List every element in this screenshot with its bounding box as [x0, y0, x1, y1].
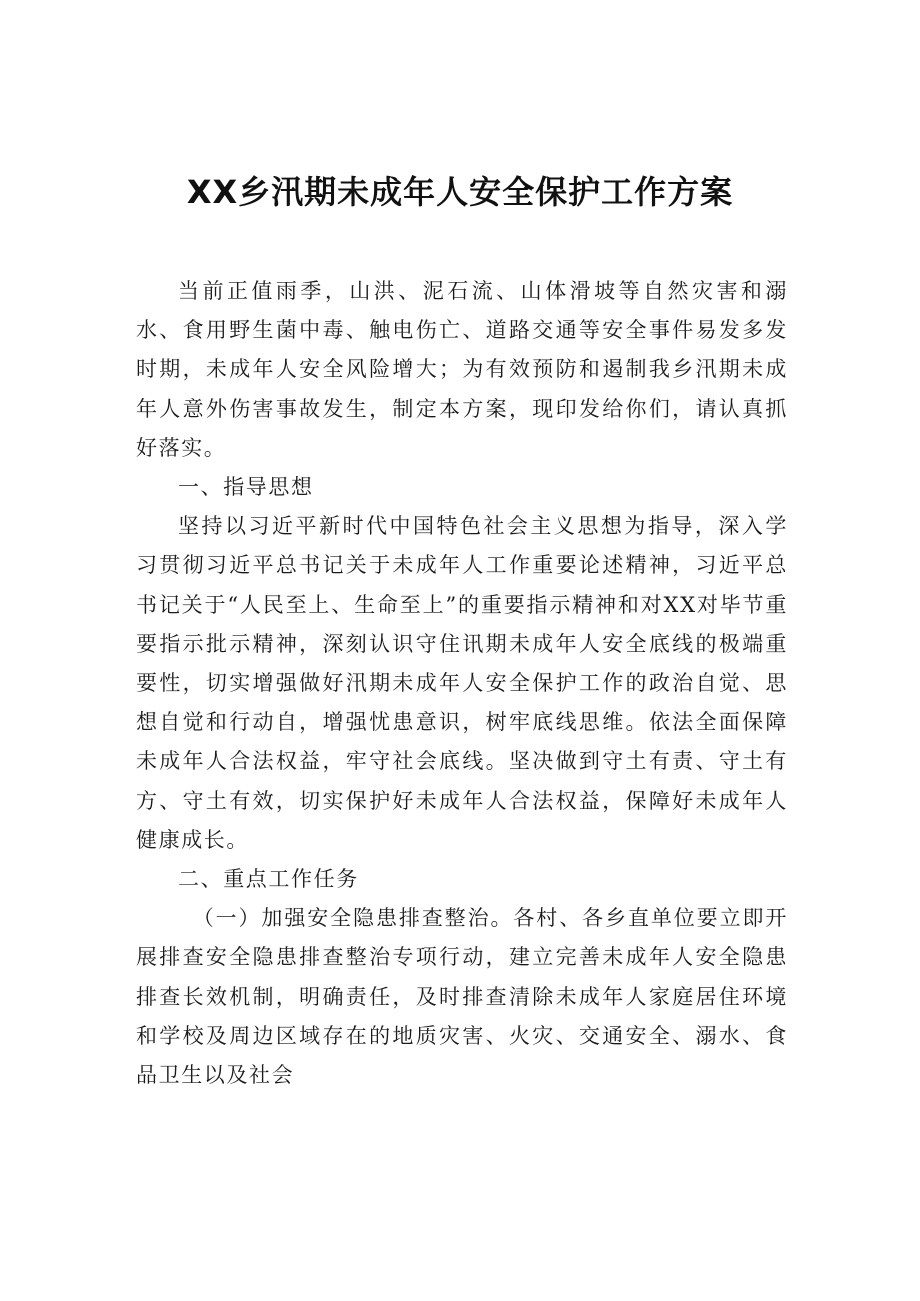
paragraph-guiding-thought: 坚持以习近平新时代中国特色社会主义思想为指导，深入学习贯彻习近平总书记关于未成年人工作重要论述精神，习近平总书记关于“人民至上、生命至上”的重要指示精神和对XX对毕节重要指示批示精神，深刻认识守住讯期未成年人安全底线的极端重要性，切实增强做好汛期未成年人安全保护工作的政治自觉、思想自觉和行动自，增强忧患意识，树牢底线思维。依法全面保障未成年人合法权益，牢守社会底线。坚决做到守土有责、守土有方、守土有效，切实保护好未成年人合法权益，保障好未成年人健康成长。: [136, 514, 788, 852]
section-heading-guiding-thought: 一、指导思想: [178, 475, 314, 500]
document-body: [136, 272, 788, 1095]
document-title: XX乡汛期未成年人安全保护工作方案: [186, 173, 734, 211]
paragraph-task-1: （一）加强安全隐患排查整治。各村、各乡直单位要立即开展排查安全隐患排查整治专项行动，建立完善未成年人安全隐患排查长效机制，明确责任，及时排查清除未成年人家庭居住环境和学校及周边区域存在的地质灾害、火灾、交通安全、溺水、食品卫生以及社会: [136, 906, 788, 1088]
paragraph-intro: 当前正值雨季，山洪、泥石流、山体滑坡等自然灾害和溺水、食用野生菌中毒、触电伤亡、道路交通等安全事件易发多发时期，未成年人安全风险增大；为有效预防和遏制我乡汛期未成年人意外伤害事故发生，制定本方案，现印发给你们，请认真抓好落实。: [136, 279, 788, 460]
section-heading-key-tasks: 二、重点工作任务: [178, 867, 359, 892]
